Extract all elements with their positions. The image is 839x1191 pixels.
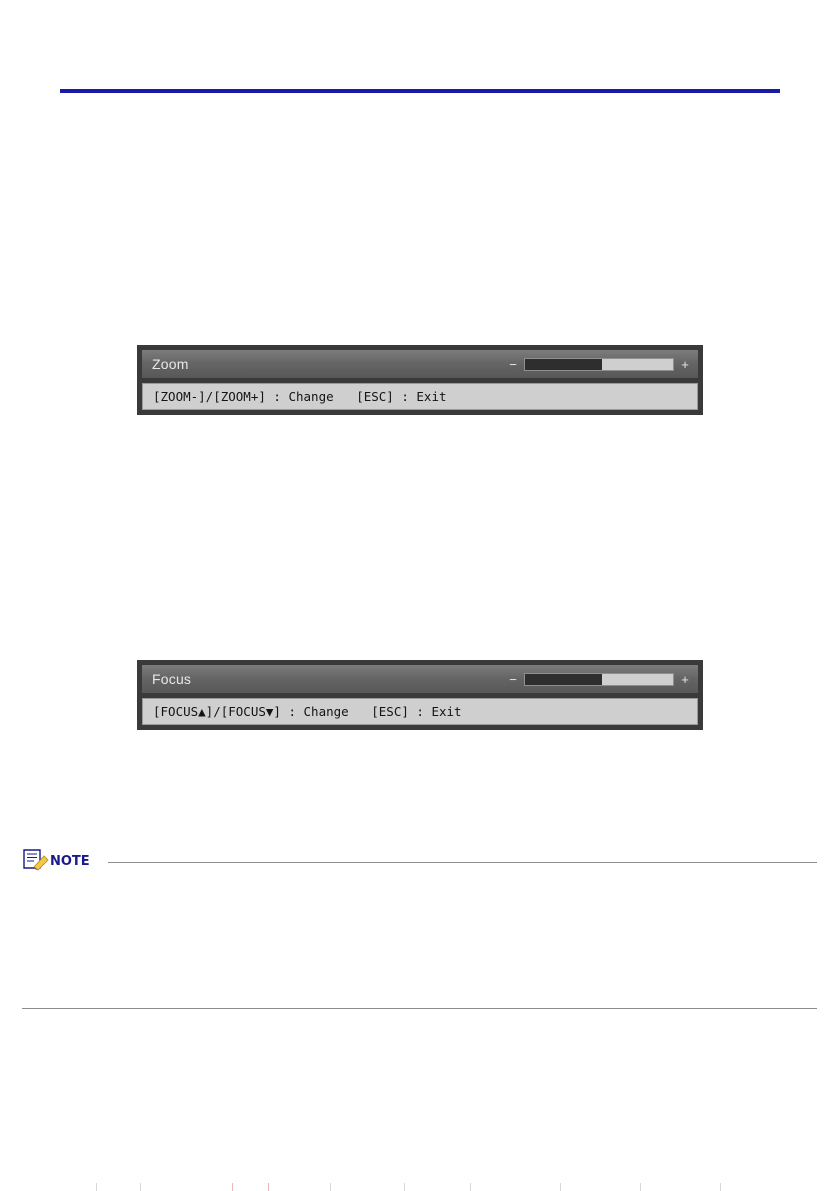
- plus-icon[interactable]: +: [681, 356, 689, 372]
- focus-slider-track[interactable]: [524, 673, 674, 686]
- page-edge-marks: [0, 1183, 839, 1191]
- focus-slider[interactable]: [508, 665, 690, 693]
- osd-title-row-zoom: [142, 350, 698, 378]
- zoom-slider[interactable]: [508, 350, 690, 378]
- osd-dialog-focus: [137, 660, 703, 730]
- osd-help-row-focus: [142, 698, 698, 725]
- plus-icon[interactable]: +: [681, 671, 689, 687]
- note-header-rule: [108, 862, 817, 863]
- note-bottom-rule: [22, 1008, 817, 1009]
- minus-icon[interactable]: −: [509, 671, 517, 687]
- osd-help-row-zoom: [142, 383, 698, 410]
- note-header: [22, 848, 817, 874]
- osd-title-row-focus: [142, 665, 698, 693]
- osd-title-focus: Focus: [152, 671, 192, 687]
- zoom-slider-track[interactable]: [524, 358, 674, 371]
- osd-help-text-focus: [FOCUS▲]/[FOCUS▼] : Change [ESC] : Exit: [153, 704, 462, 719]
- note-icon: [22, 848, 100, 872]
- osd-title-zoom: Zoom: [152, 356, 189, 372]
- header-divider-rule: [60, 89, 780, 93]
- focus-slider-fill: [525, 674, 602, 685]
- minus-icon[interactable]: −: [509, 356, 517, 372]
- note-section: [22, 848, 817, 874]
- osd-dialog-zoom: [137, 345, 703, 415]
- osd-help-text-zoom: [ZOOM-]/[ZOOM+] : Change [ESC] : Exit: [153, 389, 447, 404]
- svg-text:NOTE: NOTE: [50, 854, 90, 869]
- zoom-slider-fill: [525, 359, 602, 370]
